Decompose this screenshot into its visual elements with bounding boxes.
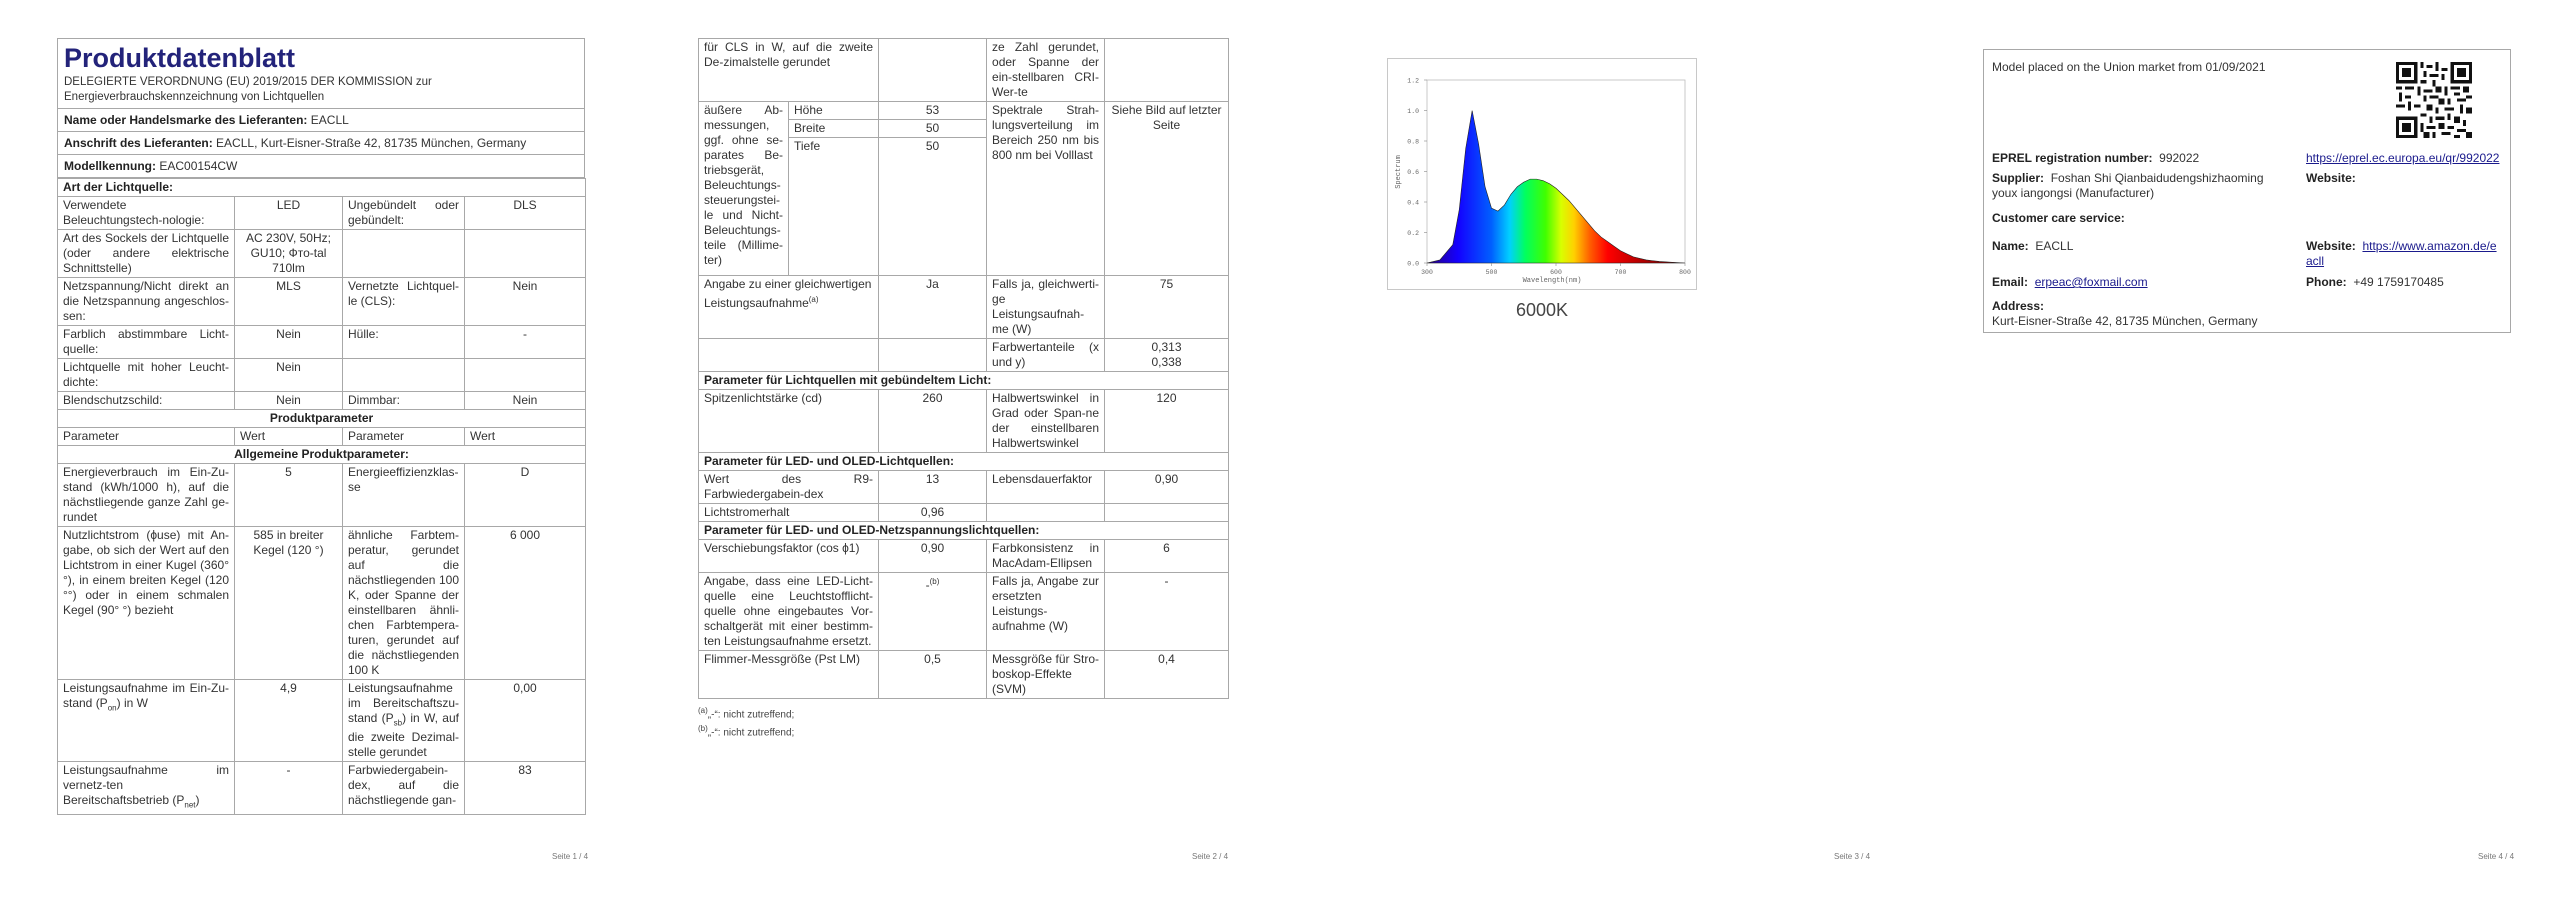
cell: 5 xyxy=(235,464,343,527)
page-2 xyxy=(698,38,1228,741)
page-number: Seite 4 / 4 xyxy=(2478,852,2515,861)
x-tick-label: 500 xyxy=(1485,269,1498,276)
subscript: net xyxy=(184,800,196,810)
cell: Halbwertswinkel in Grad oder Span-ne der einstellbaren Halbwertswinkel xyxy=(987,390,1105,453)
page-3 xyxy=(1387,58,1697,321)
cell: Blendschutzschild: xyxy=(58,392,235,410)
website-label: Website: xyxy=(2306,171,2356,185)
footnote-text: „-“: nicht zutreffend; xyxy=(707,709,795,721)
table-row xyxy=(58,464,586,527)
table-row xyxy=(699,390,1229,453)
y-tick-label: 0.0 xyxy=(1407,260,1419,268)
cell: 0,4 xyxy=(1105,651,1229,699)
table-row xyxy=(58,278,586,326)
table-row xyxy=(58,680,586,762)
phone-value: +49 1759170485 xyxy=(2353,275,2444,289)
cell: 6 000 xyxy=(465,527,586,680)
name-row xyxy=(1992,239,2073,254)
y-tick-label: 0.6 xyxy=(1407,169,1419,176)
address-label: Address: xyxy=(1992,299,2045,313)
cell-text: - xyxy=(925,578,930,592)
cell: Verschiebungsfaktor (cos ϕ1) xyxy=(699,540,879,573)
y-axis-label: Spectrum xyxy=(1395,155,1403,189)
page-4 xyxy=(1983,49,2511,333)
cell: Energieeffizienzklas-se xyxy=(343,464,465,527)
cell-text: Leistungsaufnahme im vernetz-ten Bereitschaftsbetrieb (P xyxy=(63,763,229,808)
model-value: EAC00154CW xyxy=(159,159,238,173)
cell: Lebensdauerfaktor xyxy=(987,471,1105,504)
table-row xyxy=(58,527,586,680)
cell: Farbwertanteile (x und y) xyxy=(987,339,1105,372)
cell: Energieverbrauch im Ein-Zu-stand (kWh/1000 h), auf die nächstliegende ganze Zahl ge-rundet xyxy=(58,464,235,527)
table-row xyxy=(699,102,1229,120)
column-header: Parameter xyxy=(58,428,235,446)
x-axis-label: Wavelength(nm) xyxy=(1522,277,1582,285)
table-row xyxy=(699,651,1229,699)
cell: 75 xyxy=(1105,276,1229,339)
lamp-type-table xyxy=(57,178,586,815)
superscript: (a) xyxy=(808,295,819,304)
y-tick-label: 1.2 xyxy=(1407,77,1419,85)
cell xyxy=(1105,339,1229,372)
address-value: Kurt-Eisner-Straße 42, 81735 München, Germany xyxy=(1992,314,2258,328)
cell: Messgröße für Stro-boskop-Effekte (SVM) xyxy=(987,651,1105,699)
table-row xyxy=(699,339,1229,372)
website2-row xyxy=(2306,239,2502,269)
cell: Siehe Bild auf letzter Seite xyxy=(1105,102,1229,276)
produktparameter-header: Produktparameter xyxy=(58,410,586,428)
netz-header: Parameter für LED- und OLED-Netzspannungslichtquellen: xyxy=(699,522,1229,540)
cell-text: ) in W xyxy=(116,696,148,710)
cell: äußere Ab-messungen, ggf. ohne se-parates Be-triebsgerät, Beleuchtungs-steuerungstei-le und Nicht-Beleuchtungs-teile (Millime-ter) xyxy=(699,102,789,276)
cell: Lichtquelle mit hoher Leucht-dichte: xyxy=(58,359,235,392)
cell: für CLS in W, auf die zweite De-zimalstelle gerundet xyxy=(699,39,879,102)
footnote-marker: (a) xyxy=(698,706,708,715)
cell: Nein xyxy=(235,392,343,410)
cell: - xyxy=(1105,573,1229,651)
supplier-row xyxy=(1992,171,2292,201)
cell xyxy=(58,680,235,762)
cell: 0,90 xyxy=(879,540,987,573)
cell: Farblich abstimmbare Licht-quelle: xyxy=(58,326,235,359)
page-number: Seite 3 / 4 xyxy=(1834,852,1871,861)
table-row xyxy=(699,573,1229,651)
model-row xyxy=(58,155,584,178)
table-row xyxy=(58,230,586,278)
cell: ähnliche Farbtem-peratur, gerundet auf die nächstliegenden 100 K, oder Spanne der einstellbaren ähnli-chen Farbtempera-turen, gerundet auf die nächstliegenden 100 K xyxy=(343,527,465,680)
y-value: 0,338 xyxy=(1151,355,1182,369)
eprel-row xyxy=(1992,151,2199,166)
table-row xyxy=(699,471,1229,504)
regulation-subtitle: DELEGIERTE VERORDNUNG (EU) 2019/2015 DER KOMMISSION zur Energieverbrauchskennzeichnung von Lichtquellen xyxy=(58,75,584,109)
address-value: EACLL, Kurt-Eisner-Straße 42, 81735 München, Germany xyxy=(216,136,527,150)
column-header-row xyxy=(58,428,586,446)
phone-label: Phone: xyxy=(2306,275,2347,289)
cell: Farbkonsistenz in MacAdam-Ellipsen xyxy=(987,540,1105,573)
cell: LED xyxy=(235,197,343,230)
table-row xyxy=(699,504,1229,522)
cell: 83 xyxy=(465,762,586,814)
cell xyxy=(343,230,465,278)
x-tick-label: 300 xyxy=(1421,269,1433,276)
supplier-label: Supplier: xyxy=(1992,171,2045,185)
gebuendelt-header: Parameter für Lichtquellen mit gebündeltem Licht: xyxy=(699,372,1229,390)
cell-text: Angabe zu einer gleichwertigen Leistungsaufnahme xyxy=(704,277,872,310)
supplier-value: EACLL xyxy=(310,113,349,127)
table-row xyxy=(58,326,586,359)
cell: Dimmbar: xyxy=(343,392,465,410)
cell xyxy=(465,230,586,278)
y-tick-label: 1.0 xyxy=(1407,108,1419,115)
eprel-link[interactable]: https://eprel.ec.europa.eu/qr/992022 xyxy=(2306,151,2500,165)
cell xyxy=(343,359,465,392)
cell-text: Leistungsaufnahme im Bereitschaftszu-stand (P xyxy=(348,681,459,725)
cell: 120 xyxy=(1105,390,1229,453)
table-row xyxy=(699,39,1229,102)
cell: - xyxy=(235,762,343,814)
x-tick-label: 800 xyxy=(1679,269,1691,276)
cell-text: Leistungsaufnahme im Ein-Zu-stand (P xyxy=(63,681,229,710)
cell: Flimmer-Messgröße (Pst LM) xyxy=(699,651,879,699)
page-title: Produktdatenblatt xyxy=(64,43,296,73)
cell: Lichtstromerhalt xyxy=(699,504,879,522)
cell: 50 xyxy=(879,138,987,276)
cell: 4,9 xyxy=(235,680,343,762)
eprel-label: EPREL registration number: xyxy=(1992,151,2153,165)
cell: MLS xyxy=(235,278,343,326)
spectrum-chart xyxy=(1387,58,1697,290)
phone-row xyxy=(2306,275,2444,290)
supplier-label: Name oder Handelsmarke des Lieferanten: xyxy=(64,113,308,127)
cell: Ungebündelt oder gebündelt: xyxy=(343,197,465,230)
website2-link[interactable]: https://www.amazon.de/eacll xyxy=(2306,239,2497,268)
table-row xyxy=(699,276,1229,339)
cell: Falls ja, gleichwerti-ge Leistungsaufnah-me (W) xyxy=(987,276,1105,339)
cell xyxy=(879,39,987,102)
cell: Tiefe xyxy=(789,138,879,276)
x-tick-label: 600 xyxy=(1550,269,1562,276)
y-tick-label: 0.4 xyxy=(1407,199,1419,207)
cell: 260 xyxy=(879,390,987,453)
table-row xyxy=(58,197,586,230)
column-header: Wert xyxy=(465,428,586,446)
cell xyxy=(699,339,879,372)
cell xyxy=(465,359,586,392)
cell: Spitzenlichtstärke (cd) xyxy=(699,390,879,453)
cell: 0,96 xyxy=(879,504,987,522)
cell: DLS xyxy=(465,197,586,230)
cell: 585 in breiter Kegel (120 °) xyxy=(235,527,343,680)
column-header: Parameter xyxy=(343,428,465,446)
supplier-value: Foshan Shi Qianbaidudengshizhaoming youx iangongsi (Manufacturer) xyxy=(1992,171,2264,200)
name-label: Name: xyxy=(1992,239,2029,253)
footnote-marker: (b) xyxy=(698,724,708,734)
cell: Art des Sockels der Lichtquelle (oder andere elektrische Schnittstelle) xyxy=(58,230,235,278)
cell: Nein xyxy=(235,326,343,359)
cell xyxy=(987,504,1105,522)
cell: 6 xyxy=(1105,540,1229,573)
cell-text: ) in W, auf die zweite Dezimal-stelle gerundet xyxy=(348,711,459,760)
cell: 0,00 xyxy=(465,680,586,762)
page-1 xyxy=(57,38,585,815)
table-row xyxy=(58,359,586,392)
superscript: (b) xyxy=(929,577,940,586)
cell xyxy=(343,680,465,762)
cell: AC 230V, 50Hz; GU10; Фто-tal 710lm xyxy=(235,230,343,278)
cell: Hülle: xyxy=(343,326,465,359)
cell: Nutzlichtstrom (ϕuse) mit An-gabe, ob sich der Wert auf den Lichtstrom in einer Kugel (360° °), in einem breiten Kegel (120 °°) oder in einem schmalen Kegel (90° °) bezieht xyxy=(58,527,235,680)
cct-label: 6000K xyxy=(1515,300,1569,320)
cell xyxy=(58,762,235,814)
subscript: on xyxy=(107,703,117,713)
subscript: sb xyxy=(393,718,403,728)
cell: Spektrale Strah-lungsverteilung im Bereich 250 nm bis 800 nm bei Volllast xyxy=(987,102,1105,276)
address-row xyxy=(58,132,584,155)
cell: 53 xyxy=(879,102,987,120)
x-value: 0,313 xyxy=(1151,340,1182,354)
page-number: Seite 2 / 4 xyxy=(1192,852,1229,861)
cell: - xyxy=(465,326,586,359)
email-row xyxy=(1992,275,2148,290)
customer-care-label: Customer care service: xyxy=(1992,211,2125,225)
website2-label: Website: xyxy=(2306,239,2356,253)
cell: 13 xyxy=(879,471,987,504)
cell: Netzspannung/Nicht direkt an die Netzspannung angeschlos-sen: xyxy=(58,278,235,326)
eprel-number: 992022 xyxy=(2159,151,2200,165)
art-header: Art der Lichtquelle: xyxy=(58,179,586,197)
cell: Farbwiedergabein-dex, auf die nächstliegende gan- xyxy=(343,762,465,814)
model-label: Modellkennung: xyxy=(64,159,156,173)
address-label: Anschrift des Lieferanten: xyxy=(64,136,213,150)
cell: Wert des R9-Farbwiedergabein-dex xyxy=(699,471,879,504)
led-header: Parameter für LED- und OLED-Lichtquellen: xyxy=(699,453,1229,471)
y-tick-label: 0.2 xyxy=(1407,230,1419,237)
cell: Höhe xyxy=(789,102,879,120)
footnote-b xyxy=(698,722,1228,740)
column-header: Wert xyxy=(235,428,343,446)
table-row xyxy=(58,392,586,410)
email-link[interactable]: erpeac@foxmail.com xyxy=(2034,275,2148,289)
cell-text: ) xyxy=(195,793,200,808)
cell xyxy=(879,339,987,372)
table-row xyxy=(58,762,586,814)
table-row xyxy=(699,540,1229,573)
cell: D xyxy=(465,464,586,527)
cell: 0,5 xyxy=(879,651,987,699)
cell: 50 xyxy=(879,120,987,138)
footnote-a xyxy=(698,704,1228,722)
cell: Breite xyxy=(789,120,879,138)
email-label: Email: xyxy=(1992,275,2029,289)
supplier-row xyxy=(58,109,584,132)
params-table xyxy=(698,38,1229,699)
y-tick-label: 0.8 xyxy=(1407,138,1419,146)
cell: Ja xyxy=(879,276,987,339)
cell xyxy=(1105,39,1229,102)
name-value: EACLL xyxy=(2035,239,2074,253)
footnote-text: „-“: nicht zutreffend; xyxy=(707,727,795,739)
cell xyxy=(1105,504,1229,522)
cell: Vernetzte Lichtquel-le (CLS): xyxy=(343,278,465,326)
plot-area xyxy=(1407,78,1691,277)
cell: Angabe, dass eine LED-Licht-quelle eine Leuchtstofflicht-quelle ohne eingebautes Vor-schaltgerät mit einer bestimm-ten Leistungsaufnahme ersetzt. xyxy=(699,573,879,651)
cell xyxy=(699,276,879,339)
cell: Nein xyxy=(465,278,586,326)
page-number: Seite 1 / 4 xyxy=(552,852,589,861)
x-tick-label: 700 xyxy=(1614,269,1627,276)
cell: Nein xyxy=(235,359,343,392)
cell: 0,90 xyxy=(1105,471,1229,504)
qr-code-icon xyxy=(2396,62,2472,138)
cell: Falls ja, Angabe zur ersetzten Leistungs-aufnahme (W) xyxy=(987,573,1105,651)
cell: Verwendete Beleuchtungstech-nologie: xyxy=(58,197,235,230)
cell: Nein xyxy=(465,392,586,410)
cell: ze Zahl gerundet, oder Spanne der ein-stellbaren CRI-Wer-te xyxy=(987,39,1105,102)
placed-on-market: Model placed on the Union market from 01/09/2021 xyxy=(1992,60,2266,74)
cell xyxy=(879,573,987,651)
allgemeine-header: Allgemeine Produktparameter: xyxy=(58,446,586,464)
